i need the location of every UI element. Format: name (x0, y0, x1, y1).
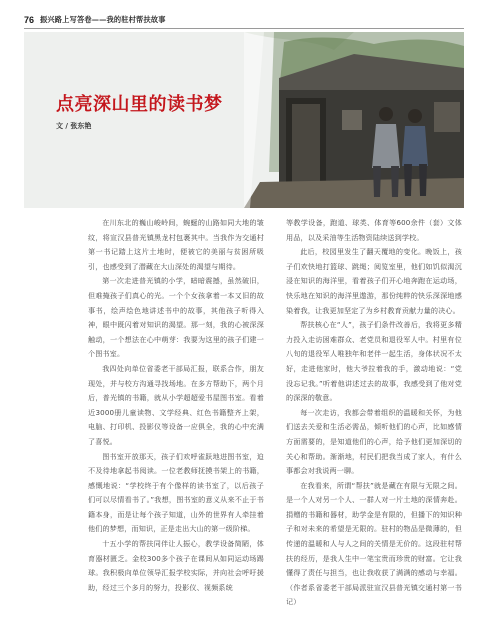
paragraph: 图书室开放那天，孩子们欢呼雀跃地进图书室，迫不及待地拿起书阅读。一位老教师抚摸书架上的书籍，感慨地说：“学校终于有个像样的读书室了，以后孩子们可以尽情看书了。”我想，图书室的意义从来不止于书籍本身，而是让每个孩子知道，山外的世界有人牵挂着他们的梦想，而知识，正是走出大山的第一级阶梯。 (88, 451, 264, 534)
article-byline: 文 / 张东艳 (56, 122, 92, 130)
village-photo-image (24, 32, 464, 208)
right-text-column (286, 216, 462, 610)
article-photo (24, 32, 464, 208)
paragraph: 在川东北的巍山峻岭间，蜿蜒的山路如同大地的皱纹，将宣汉县普光镇黑龙村包裹其中。当我作为交通村第一书记踏上这片土地时，便被它的美丽与贫困所吸引，也感受到了潜藏在大山深处的渴望与期待。 (88, 218, 264, 271)
paragraph: 等教学设备，跑道、球类、体育等600余件（套）文体用品，以及采油等生活物资陆续送到学校。 (286, 218, 462, 242)
left-text-column (88, 216, 264, 595)
running-head: 振兴路上写答卷——我的驻村帮扶故事 (40, 15, 166, 24)
paragraph: 十五小学的帮扶同伴让人振心，教学设备简陋，体育器材匮乏。金校300多个孩子在课间从如同运动场踢球。我积极向单位领导汇报学校实际，并向社会呼吁援助，经过三个多月的努力，投影仪、视频系统 (88, 539, 264, 592)
paragraph: 我四处向单位省委老干部局汇报，联系合作，朋友现处，并与校方沟通寻找场地。在多方帮助下，两个月后，普光镇的书籍，就从小学超超爱书屋图书室。看着近3000册儿童读物、文学经典、红色书籍整齐上架，电脑、打印机、投影仪等设备一应俱全，我的心中充满了喜悦。 (88, 363, 264, 446)
paragraph: 帮扶核心在“人”，孩子们条件改善后，我将更多精力投入走访困难群众、老党员和退役军人中。村里有位八旬的退役军人唯独年和老伴一起生活，身体状况不太好，走进他家时，他大爷拉着我的手，激动地说：“党没忘记我。”听着他讲述过去的故事，我感受到了他对党的深深的敬意。 (286, 320, 462, 403)
header-rule (24, 28, 464, 29)
article-title: 点亮深山里的读书梦 (56, 94, 223, 115)
paragraph: 第一次走进普光镇的小学，暗暗震撼，虽然破旧，但难掩孩子们真心的光。一个个女孩拿着一本又旧的故事书，绘声绘色地讲述书中的故事，其他孩子听得入神，眼中既闪着对知识的渴望。那一刻，我的心被深深触动，一个想法在心中萌芽：我要为这里的孩子们建一个图书室。 (88, 276, 264, 359)
page-header (24, 12, 464, 28)
page-number: 76 (24, 15, 35, 25)
paragraph: 在我看来，所谓“帮扶”就是藏在有限与无限之间。是一个人对另一个人、一群人对一片土地的深情奔赴。捐赠的书籍和器材，助学金是有限的，但播下的知识种子和对未来的希望是无限的。驻村的物品是微薄的，但传递的温暖和人与人之间的关情是无价的。这段驻村帮扶的经历，是我人生中一笔宝贵而珍贵的财富。它让我懂得了责任与担当，也让我收获了满满的感动与幸福。（作者系省委老干部局派驻宣汉县普光镇交通村第一书记） (286, 480, 462, 607)
paragraph: 此后，校园里发生了翻天覆地的变化。晚饭上，孩子们欢快地打篮球、跳绳；阅览室里，他们如饥似渴沉浸在知识的海洋里，看着孩子们开心地奔跑在运动场，快乐地在知识的海洋里遨游，那份纯粹的快乐深深地感染着我，让我更加坚定了为乡村教育贡献力量的决心。 (286, 247, 462, 315)
paragraph: 每一次走访，我都会带着组织的温暖和关怀，为他们送去关爱和生活必需品，倾听他们的心声，比如感情方面需要的，是知道他们的心声，给予他们更加深切的关心和帮助。渐渐地，村民们把我当成了家人，有什么事都会对我说两一聊。 (286, 407, 462, 476)
